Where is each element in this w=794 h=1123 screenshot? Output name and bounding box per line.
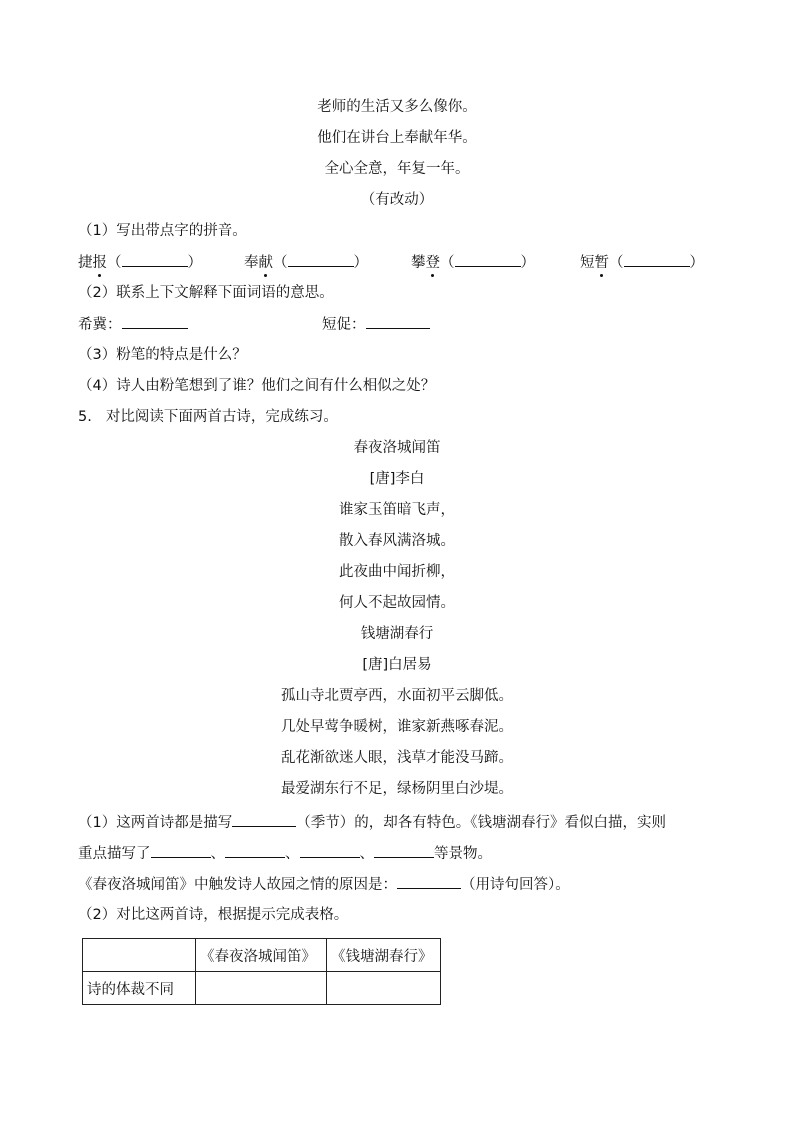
poem-line: 他们在讲台上奉献年华。 — [317, 130, 477, 146]
marked-character: 登 — [425, 255, 440, 271]
answer-blank[interactable] — [122, 314, 188, 329]
answer-blank[interactable] — [300, 843, 360, 858]
question-5-1: （1）这两首诗都是描写 （季节）的，却各有特色。《钱塘湖春行》看似白描，实则 — [78, 812, 666, 833]
table-header-row — [83, 939, 441, 972]
question-prompt: 对比阅读下面两首古诗，完成练习。 — [105, 409, 338, 425]
marked-character: 献 — [258, 255, 273, 271]
pinyin-word: 短暂 — [580, 255, 609, 271]
answer-blank[interactable] — [374, 843, 434, 858]
pinyin-word: 捷报 — [78, 255, 107, 271]
answer-blank[interactable] — [151, 843, 211, 858]
question-4-2: （2）联系上下文解释下面词语的意思。 — [78, 285, 334, 301]
table-answer-cell[interactable] — [327, 972, 441, 1005]
pinyin-word: 奉献 — [244, 255, 273, 271]
table-header-cell: 《钱塘湖春行》 — [327, 939, 441, 972]
marked-character: 暂 — [594, 255, 609, 271]
answer-blank[interactable] — [232, 812, 296, 827]
question-5-1-cont: 重点描写了 、 、 、 等景物。 — [78, 843, 492, 864]
question-5 — [78, 407, 338, 427]
table-header-cell — [83, 939, 196, 972]
pinyin-item: 攀登（ ） — [411, 252, 535, 273]
pinyin-item: 捷报（ ） — [78, 252, 202, 273]
answer-blank[interactable] — [122, 252, 188, 267]
poem-line: 老师的生活又多么像你。 — [317, 99, 477, 115]
pinyin-item: 短暂（ ） — [580, 252, 704, 273]
poem-line: 何人不起故园情。 — [339, 595, 455, 611]
answer-blank[interactable] — [366, 314, 430, 329]
poem-title: 钱塘湖春行 — [360, 626, 434, 642]
question-4-4: （4）诗人由粉笔想到了谁？他们之间有什么相似之处？ — [78, 378, 436, 394]
table-answer-cell[interactable] — [196, 972, 327, 1005]
poem-line: 谁家玉笛暗飞声， — [339, 502, 455, 518]
poem-line: 孤山寺北贾亭西，水面初平云脚低。 — [281, 688, 513, 704]
define-item: 希冀： — [78, 314, 188, 335]
question-4-3: （3）粉笔的特点是什么？ — [78, 347, 247, 363]
poem-line: 此夜曲中闻折柳， — [339, 564, 455, 580]
poem-line: 散入春风满洛城。 — [339, 533, 455, 549]
answer-blank[interactable] — [624, 252, 690, 267]
poem-line: 乱花渐欲迷人眼，浅草才能没马蹄。 — [281, 750, 513, 766]
poem-line: 最爱湖东行不足，绿杨阴里白沙堤。 — [281, 781, 513, 797]
define-item: 短促： — [322, 314, 430, 335]
comparison-table — [82, 938, 441, 1005]
pinyin-item: 奉献（ ） — [244, 252, 368, 273]
poem-author: [唐]白居易 — [362, 657, 432, 673]
poem-line: 几处早莺争暖树，谁家新燕啄春泥。 — [281, 719, 513, 735]
answer-blank[interactable] — [225, 843, 285, 858]
pinyin-word: 攀登 — [411, 255, 440, 271]
table-header-cell: 《春夜洛城闻笛》 — [196, 939, 327, 972]
question-4-1: （1）写出带点字的拼音。 — [78, 223, 247, 239]
answer-blank[interactable] — [397, 874, 461, 889]
question-5-1-cont: 《春夜洛城闻笛》中触发诗人故园之情的原因是： （用诗句回答）。 — [78, 874, 570, 895]
marked-character: 报 — [92, 255, 107, 271]
answer-blank[interactable] — [288, 252, 354, 267]
question-number: 5. — [78, 409, 92, 425]
poem-title: 春夜洛城闻笛 — [353, 440, 441, 456]
table-row — [83, 972, 441, 1005]
answer-blank[interactable] — [455, 252, 521, 267]
question-5-2: （2）对比这两首诗，根据提示完成表格。 — [78, 907, 349, 923]
poem-author: [唐]李白 — [369, 471, 425, 487]
poem-line: 全心全意，年复一年。 — [324, 161, 470, 177]
source-note: （有改动） — [360, 192, 434, 208]
table-row-label: 诗的体裁不同 — [83, 972, 196, 1005]
